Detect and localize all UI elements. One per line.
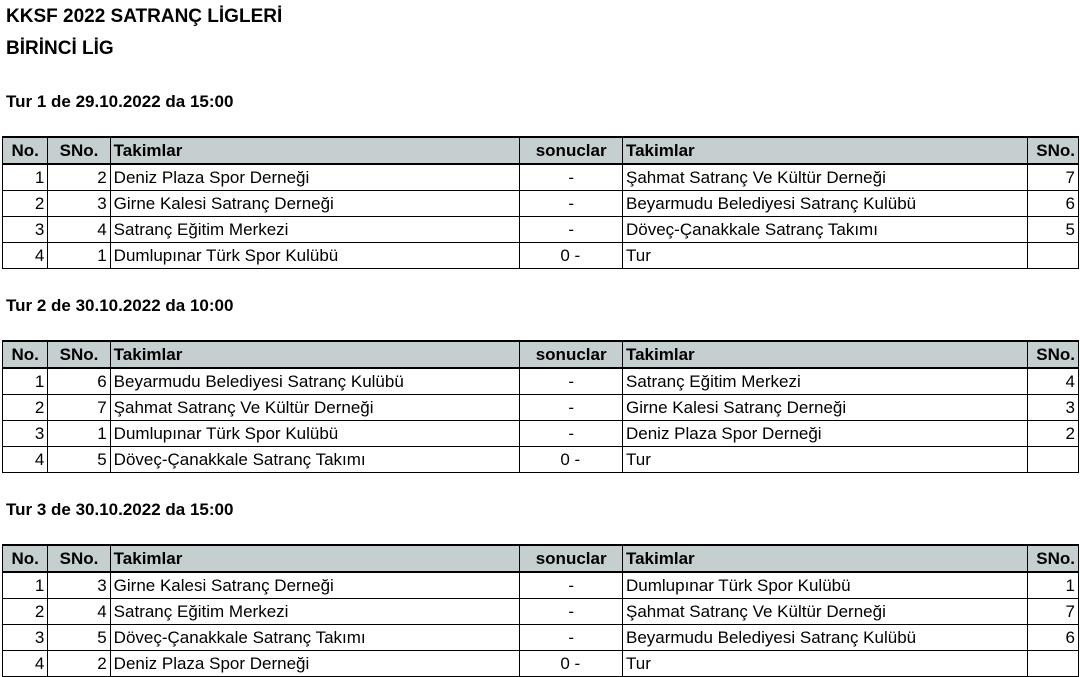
page-title: KKSF 2022 SATRANÇ LİGLERİ — [6, 6, 283, 27]
row-result: - — [520, 599, 623, 625]
table-row — [3, 191, 1079, 217]
row-sno-away: 4 — [1027, 368, 1078, 395]
row-no: 3 — [3, 421, 48, 447]
row-no: 2 — [3, 599, 48, 625]
col-result-header: sonuclar — [520, 545, 623, 572]
row-team-home: Deniz Plaza Spor Derneği — [110, 164, 520, 191]
col-no-header: No. — [3, 341, 48, 368]
table-row — [3, 395, 1079, 421]
row-no: 3 — [3, 217, 48, 243]
row-no: 1 — [3, 572, 48, 599]
round-1-heading: Tur 1 de 29.10.2022 da 15:00 — [6, 92, 234, 111]
row-team-away: Tur — [622, 651, 1027, 677]
table-row — [3, 164, 1079, 191]
table-row — [3, 572, 1079, 599]
row-result: - — [520, 164, 623, 191]
round-2-table — [2, 340, 1079, 473]
col-team-home-header: Takimlar — [110, 137, 520, 164]
row-team-home: Dumlupınar Türk Spor Kulübü — [110, 243, 520, 269]
round-1-table — [2, 136, 1079, 269]
col-no-header: No. — [3, 545, 48, 572]
row-team-home: Girne Kalesi Satranç Derneği — [110, 191, 520, 217]
row-sno-away — [1027, 651, 1078, 677]
row-team-home: Girne Kalesi Satranç Derneği — [110, 572, 520, 599]
row-no: 1 — [3, 164, 48, 191]
table-row — [3, 447, 1079, 473]
row-sno: 4 — [48, 217, 110, 243]
row-no: 3 — [3, 625, 48, 651]
row-result: - — [520, 421, 623, 447]
table-row — [3, 651, 1079, 677]
row-sno: 4 — [48, 599, 110, 625]
row-team-away: Beyarmudu Belediyesi Satranç Kulübü — [622, 191, 1027, 217]
row-sno: 3 — [48, 191, 110, 217]
row-sno: 3 — [48, 572, 110, 599]
row-no: 4 — [3, 447, 48, 473]
row-result: - — [520, 625, 623, 651]
row-result: 0 - — [520, 447, 623, 473]
col-sno-header: SNo. — [48, 545, 110, 572]
row-no: 2 — [3, 191, 48, 217]
row-sno: 1 — [48, 421, 110, 447]
row-result: - — [520, 368, 623, 395]
league-subtitle: BİRİNCİ LİG — [6, 38, 114, 59]
row-sno-away: 2 — [1027, 421, 1078, 447]
col-sno-header: SNo. — [48, 341, 110, 368]
row-team-away: Tur — [622, 447, 1027, 473]
row-sno: 6 — [48, 368, 110, 395]
col-no-header: No. — [3, 137, 48, 164]
row-sno: 2 — [48, 164, 110, 191]
row-team-away: Şahmat Satranç Ve Kültür Derneği — [622, 164, 1027, 191]
row-result: - — [520, 217, 623, 243]
row-team-home: Şahmat Satranç Ve Kültür Derneği — [110, 395, 520, 421]
table-row — [3, 217, 1079, 243]
row-team-away: Şahmat Satranç Ve Kültür Derneği — [622, 599, 1027, 625]
row-sno: 5 — [48, 447, 110, 473]
row-sno: 7 — [48, 395, 110, 421]
table-row — [3, 599, 1079, 625]
row-team-away: Beyarmudu Belediyesi Satranç Kulübü — [622, 625, 1027, 651]
row-result: 0 - — [520, 651, 623, 677]
row-no: 4 — [3, 243, 48, 269]
row-sno-away: 6 — [1027, 191, 1078, 217]
col-team-away-header: Takimlar — [622, 137, 1027, 164]
col-team-away-header: Takimlar — [622, 545, 1027, 572]
row-sno-away: 7 — [1027, 599, 1078, 625]
col-sno-away-header: SNo. — [1027, 545, 1078, 572]
col-result-header: sonuclar — [520, 341, 623, 368]
row-team-away: Deniz Plaza Spor Derneği — [622, 421, 1027, 447]
table-header-row — [3, 137, 1079, 164]
table-row — [3, 243, 1079, 269]
row-team-home: Döveç-Çanakkale Satranç Takımı — [110, 447, 520, 473]
row-no: 2 — [3, 395, 48, 421]
col-sno-away-header: SNo. — [1027, 341, 1078, 368]
row-team-home: Döveç-Çanakkale Satranç Takımı — [110, 625, 520, 651]
row-result: 0 - — [520, 243, 623, 269]
round-3-table — [2, 544, 1079, 677]
row-team-away: Dumlupınar Türk Spor Kulübü — [622, 572, 1027, 599]
col-team-away-header: Takimlar — [622, 341, 1027, 368]
row-result: - — [520, 395, 623, 421]
row-team-home: Beyarmudu Belediyesi Satranç Kulübü — [110, 368, 520, 395]
round-2-heading: Tur 2 de 30.10.2022 da 10:00 — [6, 296, 234, 315]
col-sno-header: SNo. — [48, 137, 110, 164]
row-sno-away: 7 — [1027, 164, 1078, 191]
row-sno-away: 1 — [1027, 572, 1078, 599]
row-team-away: Girne Kalesi Satranç Derneği — [622, 395, 1027, 421]
row-result: - — [520, 191, 623, 217]
col-team-home-header: Takimlar — [110, 341, 520, 368]
table-header-row — [3, 545, 1079, 572]
row-sno-away: 3 — [1027, 395, 1078, 421]
table-row — [3, 368, 1079, 395]
row-sno-away: 6 — [1027, 625, 1078, 651]
row-sno: 5 — [48, 625, 110, 651]
row-no: 4 — [3, 651, 48, 677]
round-3-heading: Tur 3 de 30.10.2022 da 15:00 — [6, 500, 234, 519]
table-header-row — [3, 341, 1079, 368]
col-result-header: sonuclar — [520, 137, 623, 164]
row-sno: 2 — [48, 651, 110, 677]
row-sno-away — [1027, 243, 1078, 269]
col-team-home-header: Takimlar — [110, 545, 520, 572]
row-team-home: Satranç Eğitim Merkezi — [110, 599, 520, 625]
row-team-away: Satranç Eğitim Merkezi — [622, 368, 1027, 395]
table-row — [3, 625, 1079, 651]
row-team-home: Satranç Eğitim Merkezi — [110, 217, 520, 243]
row-team-away: Tur — [622, 243, 1027, 269]
row-team-home: Dumlupınar Türk Spor Kulübü — [110, 421, 520, 447]
row-sno-away: 5 — [1027, 217, 1078, 243]
row-result: - — [520, 572, 623, 599]
table-row — [3, 421, 1079, 447]
row-no: 1 — [3, 368, 48, 395]
col-sno-away-header: SNo. — [1027, 137, 1078, 164]
row-sno: 1 — [48, 243, 110, 269]
row-team-home: Deniz Plaza Spor Derneği — [110, 651, 520, 677]
row-team-away: Döveç-Çanakkale Satranç Takımı — [622, 217, 1027, 243]
row-sno-away — [1027, 447, 1078, 473]
